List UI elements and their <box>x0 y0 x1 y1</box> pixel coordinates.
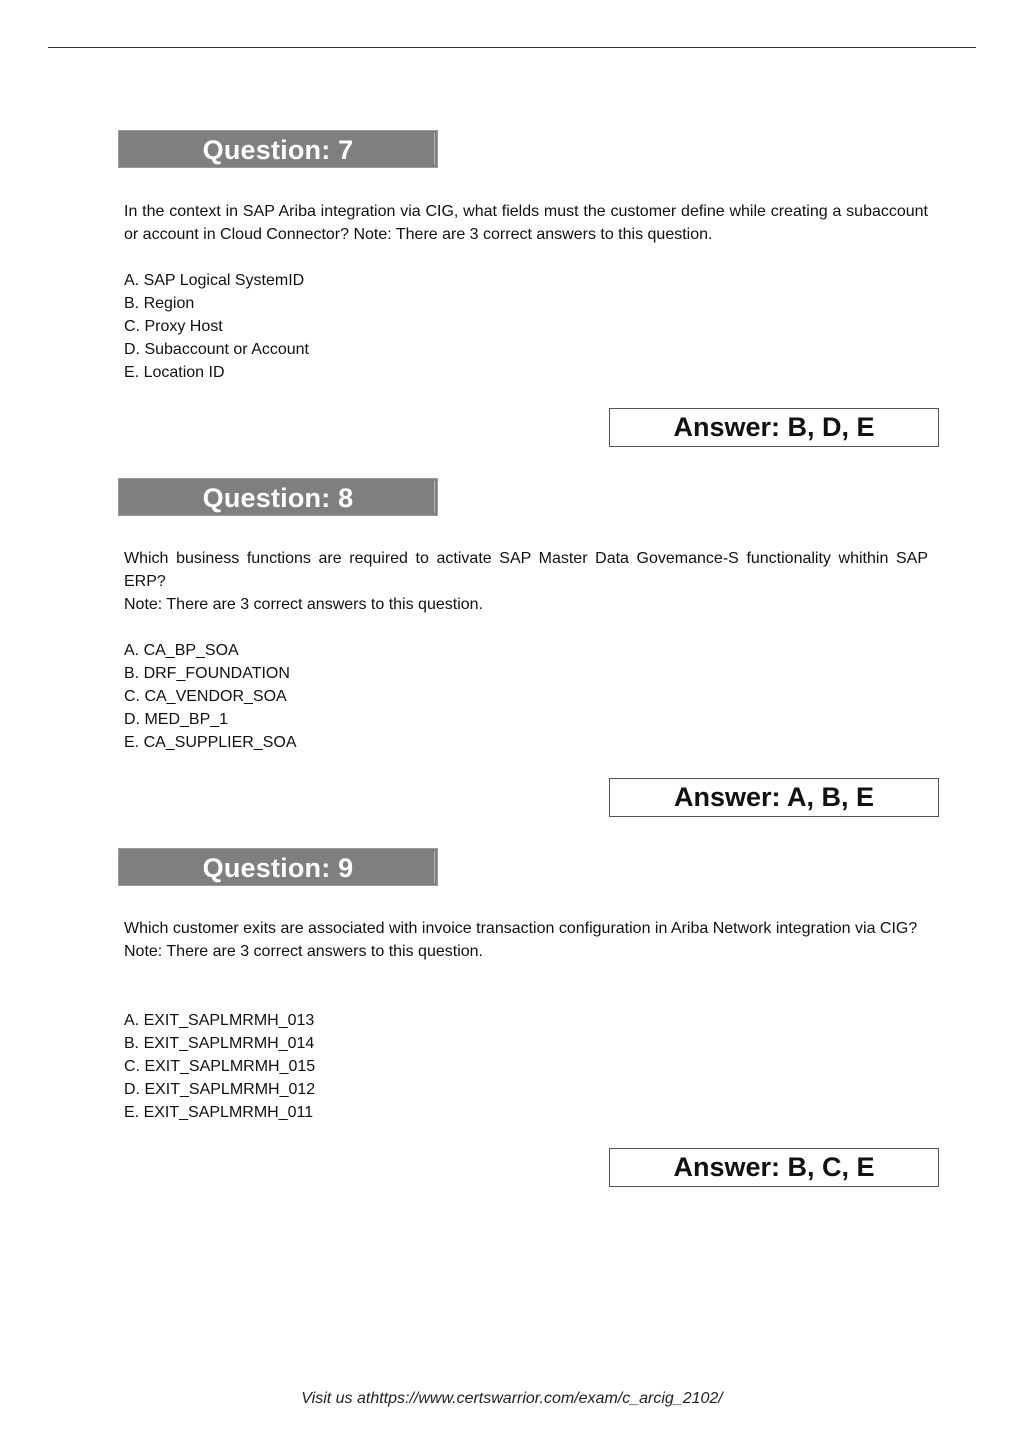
option-d: D. EXIT_SAPLMRMH_012 <box>124 1081 316 1098</box>
question-text <box>124 200 928 246</box>
answer-box: Answer: B, D, E <box>609 408 939 447</box>
answer-options <box>124 1009 824 1124</box>
question-text-line: Which customer exits are associated with invoice transaction configuration in Ariba Network integration via CIG? <box>124 920 918 937</box>
question-text <box>124 917 928 963</box>
question-header: Question: 9 <box>118 848 438 886</box>
option-e: E. Location ID <box>124 364 225 381</box>
option-a: A. CA_BP_SOA <box>124 642 239 659</box>
option-d: D. Subaccount or Account <box>124 341 309 358</box>
question-note: Note: There are 3 correct answers to this question. <box>124 943 483 960</box>
answer-options <box>124 269 824 384</box>
option-d: D. MED_BP_1 <box>124 711 229 728</box>
option-b: B. DRF_FOUNDATION <box>124 665 290 682</box>
option-c: C. CA_VENDOR_SOA <box>124 688 287 705</box>
option-e: E. CA_SUPPLIER_SOA <box>124 734 297 751</box>
option-c: C. Proxy Host <box>124 318 223 335</box>
question-text-line: In the context in SAP Ariba integration via CIG, what fields must the customer define while creating a subaccount or account in Cloud Connector? Note: There are 3 correct answers to this question. <box>124 203 928 243</box>
answer-box: Answer: B, C, E <box>609 1148 939 1187</box>
option-c: C. EXIT_SAPLMRMH_015 <box>124 1058 316 1075</box>
question-text <box>124 547 928 616</box>
footer-link-text[interactable]: Visit us athttps://www.certswarrior.com/exam/c_arcig_2102/ <box>301 1390 723 1407</box>
answer-options <box>124 639 824 754</box>
option-a: A. SAP Logical SystemID <box>124 272 305 289</box>
answer-box: Answer: A, B, E <box>609 778 939 817</box>
option-a: A. EXIT_SAPLMRMH_013 <box>124 1012 315 1029</box>
option-b: B. EXIT_SAPLMRMH_014 <box>124 1035 315 1052</box>
question-note: Note: There are 3 correct answers to this question. <box>124 596 483 613</box>
option-e: E. EXIT_SAPLMRMH_011 <box>124 1104 314 1121</box>
question-header: Question: 7 <box>118 130 438 168</box>
option-b: B. Region <box>124 295 195 312</box>
question-text-line: Which business functions are required to activate SAP Master Data Govemance-S functionality whithin SAP ERP? <box>124 550 928 590</box>
question-header: Question: 8 <box>118 478 438 516</box>
top-rule <box>48 47 976 48</box>
